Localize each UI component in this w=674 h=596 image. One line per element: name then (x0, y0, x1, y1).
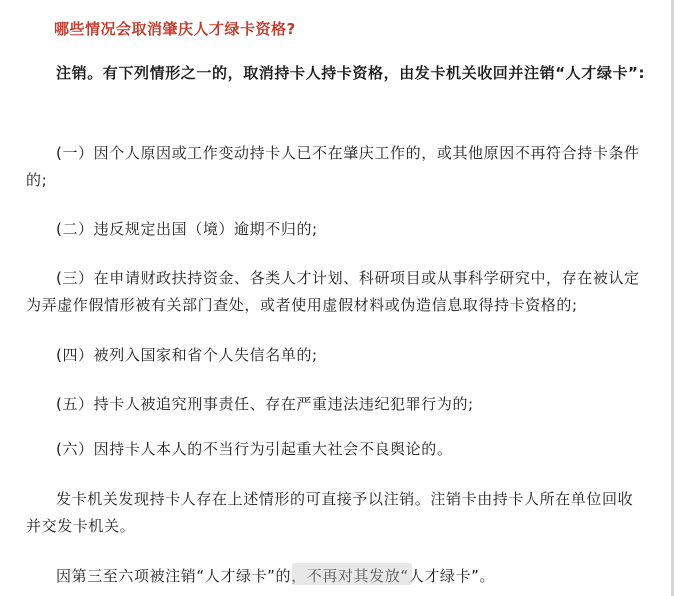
issuer-note-paragraph: 发卡机关发现持卡人存在上述情形的可直接予以注销。注销卡由持卡人所在单位回收并交发卡机关。 (26, 490, 634, 535)
intro-paragraph: 注销。有下列情形之一的，取消持卡人持卡资格，由发卡机关收回并注销“人才绿卡”: (56, 64, 646, 82)
list-item-5: (五）持卡人被追究刑事责任、存在严重违法违纪犯罪行为的; (56, 395, 474, 413)
question-title: 哪些情况会取消肇庆人才绿卡资格? (54, 20, 296, 38)
list-item-6: (六）因持卡人本人的不当行为引起重大社会不良舆论的。 (56, 440, 453, 458)
list-item-3: (三）在申请财政扶持资金、各类人才计划、科研项目或从事科学研究中，存在被认定为弄虚作假情形被有关部门查处，或者使用虚假材料或伪造信息取得持卡资格的; (26, 269, 640, 314)
watermark-overlay (292, 563, 412, 585)
list-item-1: (一）因个人原因或工作变动持卡人已不在肇庆工作的，或其他原因不再符合持卡条件的; (26, 144, 640, 189)
list-item-2: (二）违反规定出国（境）逾期不归的; (56, 220, 318, 238)
list-item-4: (四）被列入国家和省个人失信名单的; (56, 346, 318, 364)
final-note-paragraph: 因第三至六项被注销“人才绿卡”的，不再对其发放“人才绿卡”。 (56, 567, 496, 585)
